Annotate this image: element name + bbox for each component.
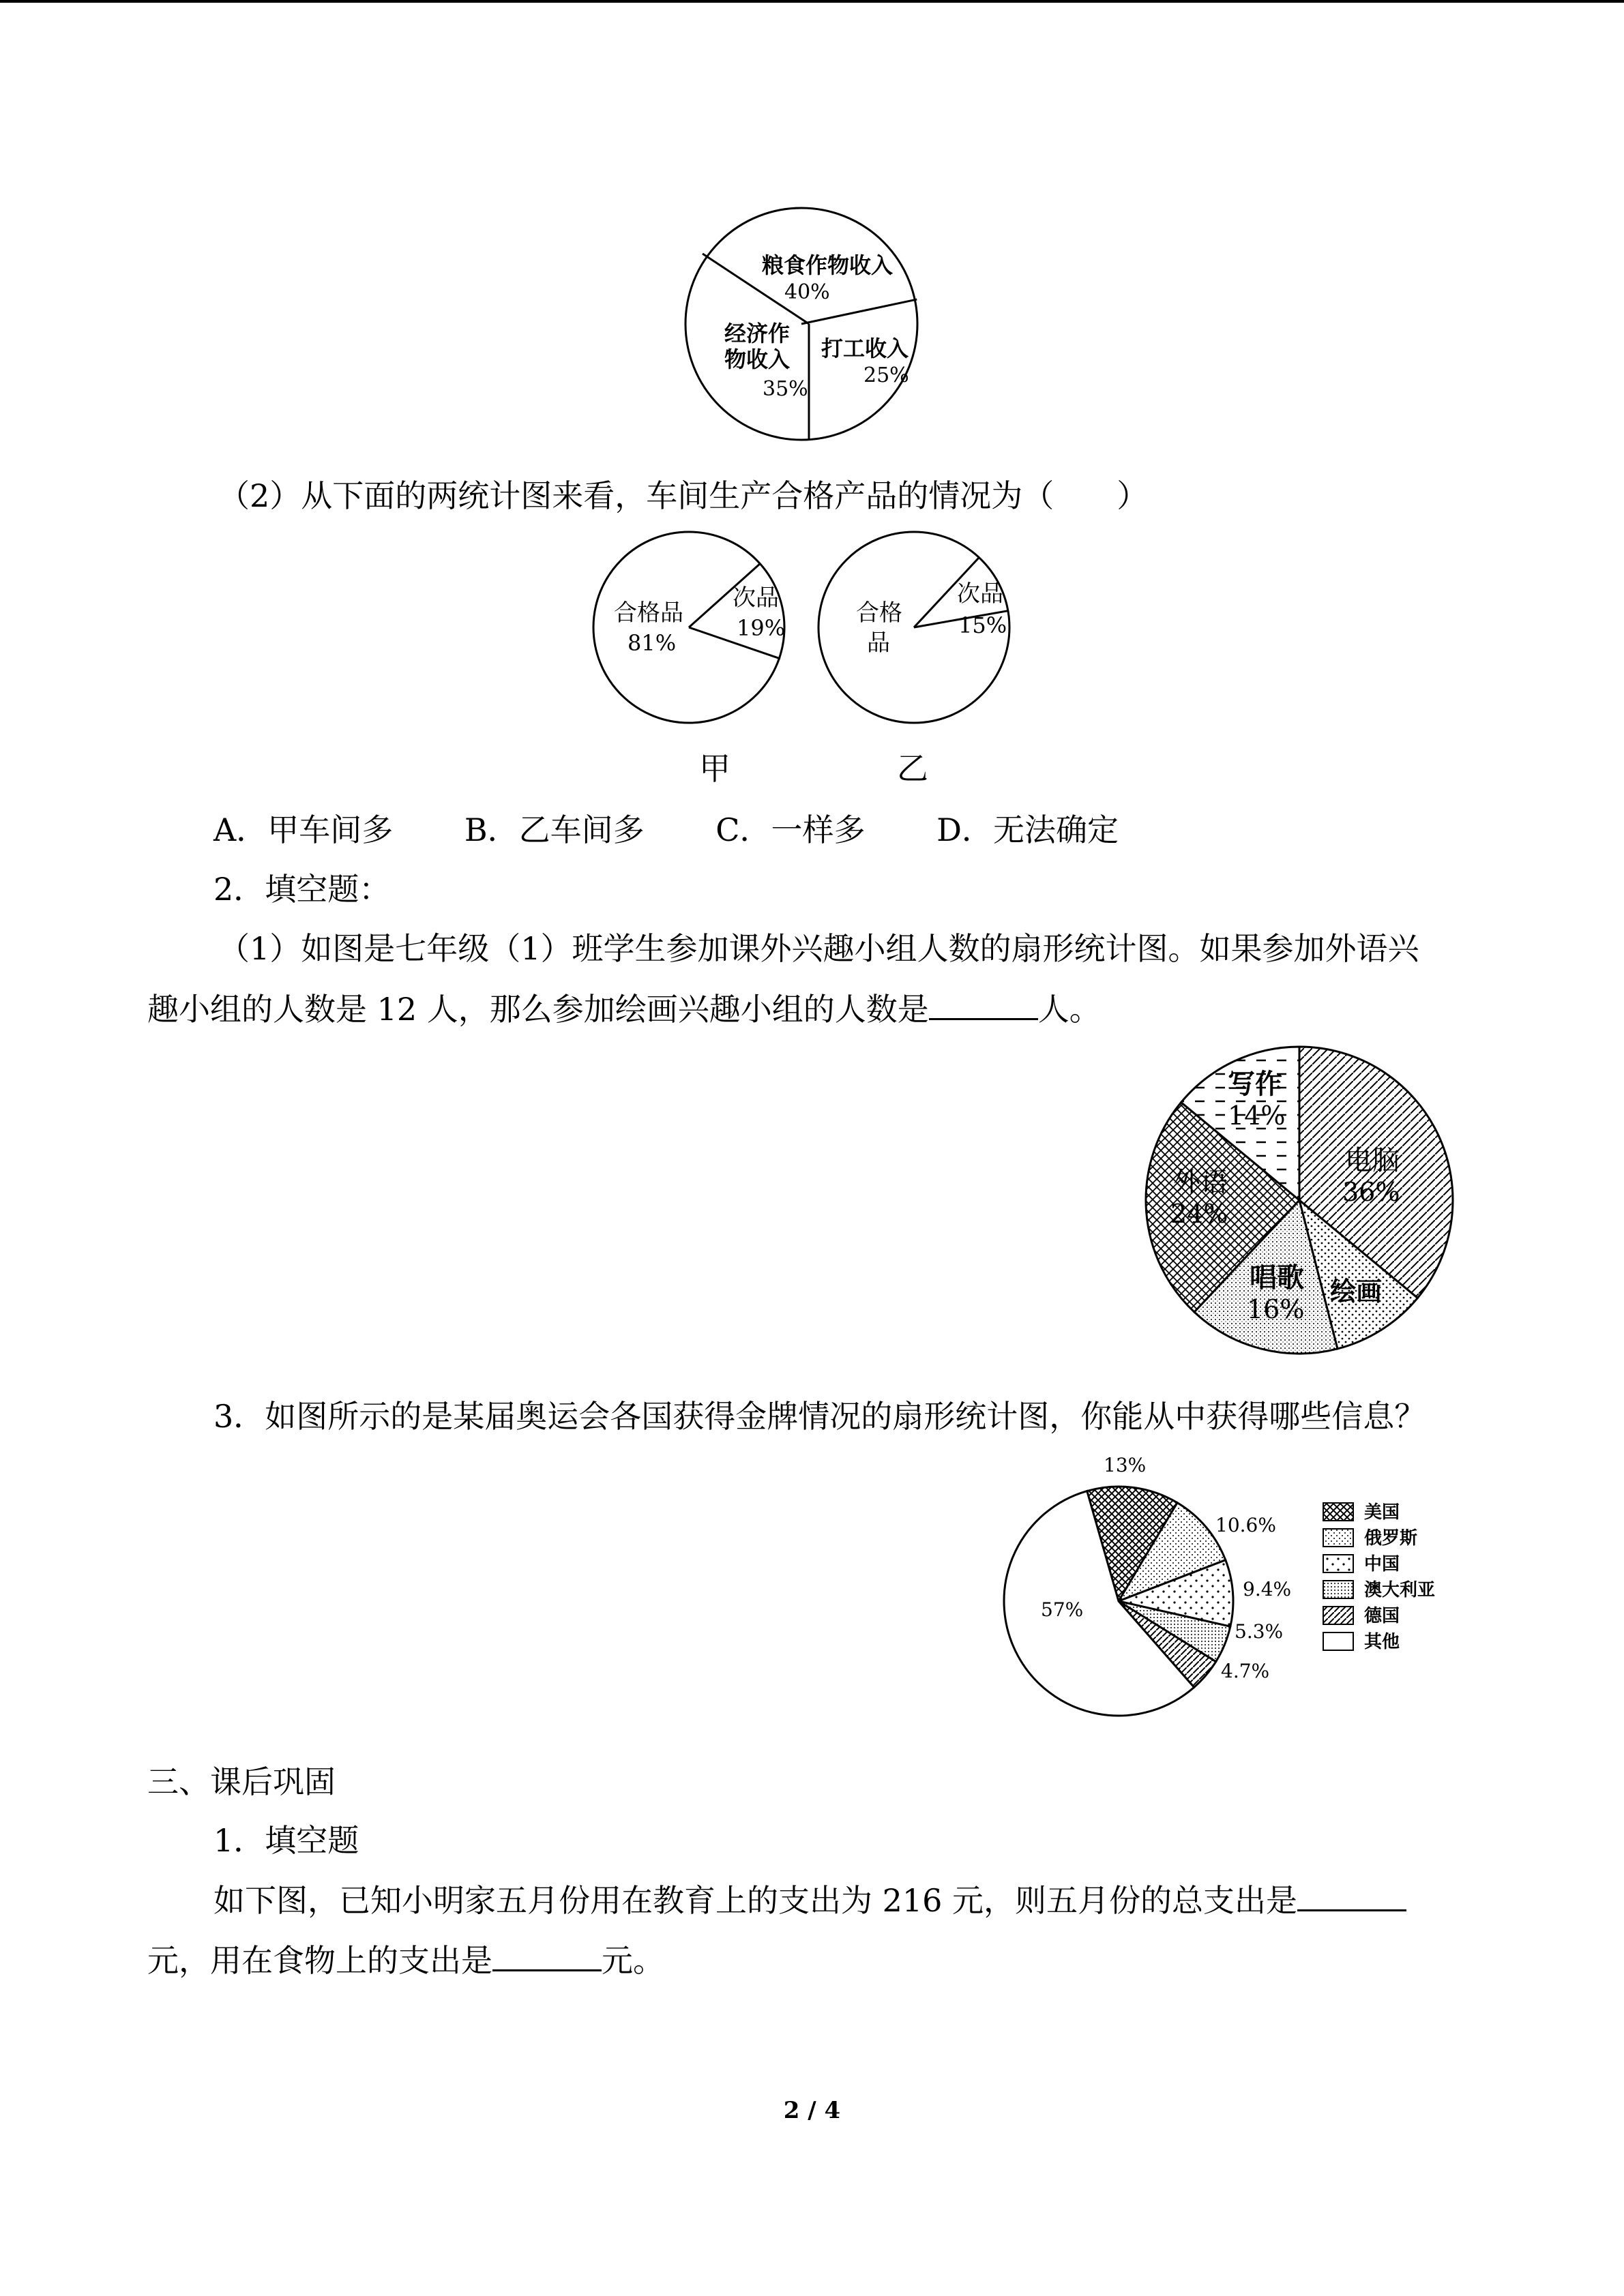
fill-q1-line2: 趣小组的人数是 12 人，那么参加绘画兴趣小组的人数是 人。 <box>147 991 1101 1028</box>
interest-label: 写作 <box>1228 1068 1282 1100</box>
income-slice-label: 物收入 <box>724 346 791 372</box>
income-slice-label: 打工收入 <box>821 336 909 361</box>
legend-swatch <box>1323 1529 1353 1547</box>
interest-label: 外语 <box>1173 1167 1228 1198</box>
income-slice-pct: 35% <box>763 377 808 401</box>
interest-label: 电脑 <box>1345 1145 1400 1176</box>
interest-pct: 36% <box>1342 1177 1400 1207</box>
legend-label: 澳大利亚 <box>1364 1580 1436 1600</box>
olympic-pct-label: 5.3% <box>1235 1620 1284 1643</box>
interest-label: 绘画 <box>1330 1276 1383 1307</box>
legend-label: 俄罗斯 <box>1364 1528 1418 1549</box>
olympic-pct-label: 13% <box>1104 1454 1147 1476</box>
option-a: A．甲车间多 <box>213 811 394 848</box>
legend-label: 美国 <box>1364 1502 1400 1523</box>
interest-pct: 24% <box>1170 1199 1228 1229</box>
income-slice-pct: 25% <box>863 363 909 387</box>
olympic-pie-chart <box>1003 1452 1494 1725</box>
section-3-sub: 1．填空题 <box>213 1822 359 1859</box>
option-c: C．一样多 <box>715 811 866 848</box>
question-2-text: （2）从下面的两统计图来看，车间生产合格产品的情况为（ ） <box>218 477 1149 514</box>
jia-bad-label: 次品 <box>733 584 779 612</box>
answer-blank <box>1297 1882 1406 1911</box>
pie-yi <box>815 525 1020 730</box>
page-number: 2 / 4 <box>783 2097 841 2124</box>
interest-label: 唱歌 <box>1250 1262 1304 1294</box>
pie-jia <box>587 525 791 730</box>
option-b: B．乙车间多 <box>464 811 645 848</box>
income-pie-chart <box>682 205 941 443</box>
interest-pct: 14% <box>1228 1101 1286 1131</box>
fill-heading: 2．填空题： <box>213 871 391 908</box>
income-slice-label: 经济作 <box>724 320 791 346</box>
yi-bad-label: 次品 <box>957 580 1003 608</box>
answer-blank <box>492 1942 602 1971</box>
legend-swatch <box>1323 1555 1353 1572</box>
legend-label: 中国 <box>1364 1554 1400 1575</box>
legend-swatch <box>1323 1607 1353 1624</box>
olympic-pct-label: 4.7% <box>1221 1660 1270 1682</box>
income-slice-label: 粮食作物收入 <box>762 252 894 278</box>
yi-bad-pct: 15% <box>958 612 1007 638</box>
question-3-text: 3．如图所示的是某届奥运会各国获得金牌情况的扇形统计图，你能从中获得哪些信息？ <box>213 1398 1426 1435</box>
legend-swatch <box>1323 1632 1353 1650</box>
jia-good-label: 合格品 <box>614 599 683 627</box>
section-3-line1: 如下图，已知小明家五月份用在教育上的支出为 216 元，则五月份的总支出是 <box>213 1882 1406 1920</box>
interest-pct: 16% <box>1247 1294 1305 1324</box>
jia-good-pct: 81% <box>628 630 677 656</box>
yi-good-label: 合格 <box>856 599 902 627</box>
olympic-pct-label: 9.4% <box>1243 1578 1292 1600</box>
fill-q1-line1: （1）如图是七年级（1）班学生参加课外兴趣小组人数的扇形统计图。如果参加外语兴 <box>218 930 1419 967</box>
option-d: D．无法确定 <box>936 811 1119 848</box>
caption-jia: 甲 <box>699 750 730 787</box>
legend-swatch <box>1323 1581 1353 1598</box>
options-row <box>213 811 1119 849</box>
income-slice-pct: 40% <box>784 280 830 304</box>
legend-label: 其他 <box>1364 1632 1400 1652</box>
interest-pie-chart <box>1132 1040 1466 1360</box>
legend-label: 德国 <box>1364 1606 1400 1626</box>
section-3-line2: 元，用在食物上的支出是 元。 <box>147 1942 664 1979</box>
olympic-pct-label: 10.6% <box>1215 1514 1276 1536</box>
top-border <box>0 0 1624 3</box>
section-3-title: 三、课后巩固 <box>147 1763 336 1800</box>
yi-good-label: 品 <box>867 629 890 657</box>
answer-blank <box>929 991 1038 1020</box>
jia-bad-pct: 19% <box>737 615 786 641</box>
olympic-pct-label: 57% <box>1041 1598 1084 1621</box>
legend-swatch <box>1323 1503 1353 1521</box>
caption-yi: 乙 <box>897 750 928 787</box>
olympic-legend <box>1323 1502 1435 1652</box>
